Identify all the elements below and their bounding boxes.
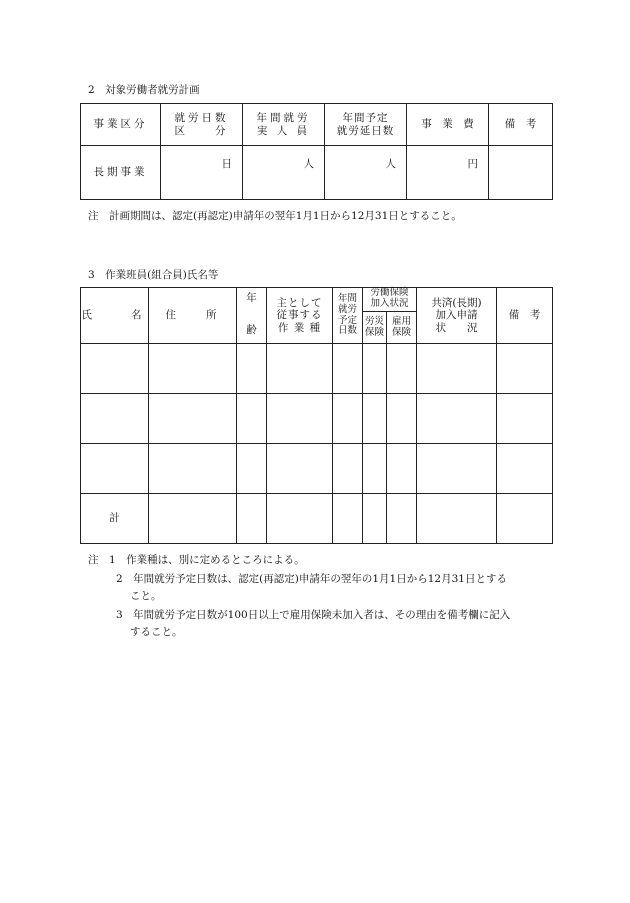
section2-note: 注 計画期間は、認定(再認定)申請年の翌年1月1日から12月31日とすること。 <box>88 210 462 222</box>
header-age <box>237 288 267 344</box>
header-workers-comp: 労災 保険 <box>363 312 387 344</box>
crew-members-table <box>80 287 553 544</box>
header-annual-days: 年間 就労 予定 日数 <box>333 288 363 344</box>
unit-persons: 人 <box>243 146 325 200</box>
section2-title: 2 対象労働者就労計画 <box>88 84 200 96</box>
unit-persons-2: 人 <box>325 146 407 200</box>
table-row <box>81 394 553 444</box>
header-address: 住 所 <box>149 288 237 344</box>
header-annual-workers: 年間就労 実 人 員 <box>243 104 325 146</box>
header-remarks-3: 備 考 <box>497 288 553 344</box>
header-age-top: 年 <box>246 292 257 304</box>
remarks-cell <box>489 146 553 200</box>
section3-note-3: 3 年間就労予定日数が100日以上で雇用保険未加入者は、その理由を備考欄に記入 <box>116 609 511 621</box>
row-label-long-term: 長期事業 <box>81 146 161 200</box>
header-remarks: 備 考 <box>489 104 553 146</box>
unit-yen: 円 <box>407 146 489 200</box>
header-business-cost: 事 業 費 <box>407 104 489 146</box>
header-age-bottom: 齢 <box>246 324 257 337</box>
total-row <box>81 494 553 544</box>
section3-title: 3 作業班員(組合員)氏名等 <box>88 269 219 281</box>
section3-note-2: 2 年間就労予定日数は、認定(再認定)申請年の翌年の1月1日から12月31日とする <box>116 573 507 585</box>
table-row <box>81 444 553 494</box>
unit-days: 日 <box>161 146 243 200</box>
table-row <box>81 344 553 394</box>
section3-note-1: 注 1 作業種は、別に定めるところによる。 <box>88 554 305 566</box>
section3-note-3-cont: すること。 <box>130 626 183 638</box>
header-kyosai: 共済(長期) 加入申請 状 況 <box>417 288 497 344</box>
header-planned-days: 年間予定 就労延日数 <box>325 104 407 146</box>
work-plan-table <box>80 103 553 200</box>
header-name: 氏 名 <box>81 288 149 344</box>
header-insurance-status-text: 労働保険 加入状況 <box>370 287 409 309</box>
section3-note-2-cont: こと。 <box>130 590 162 602</box>
header-business-category: 事業区分 <box>81 104 161 146</box>
total-label: 計 <box>81 494 149 544</box>
header-work-type: 主として 従事する 作 業 種 <box>267 288 333 344</box>
header-employment-ins: 雇用 保険 <box>387 312 417 344</box>
header-insurance-status <box>363 288 417 312</box>
header-work-days-category: 就労日数 区 分 <box>161 104 243 146</box>
